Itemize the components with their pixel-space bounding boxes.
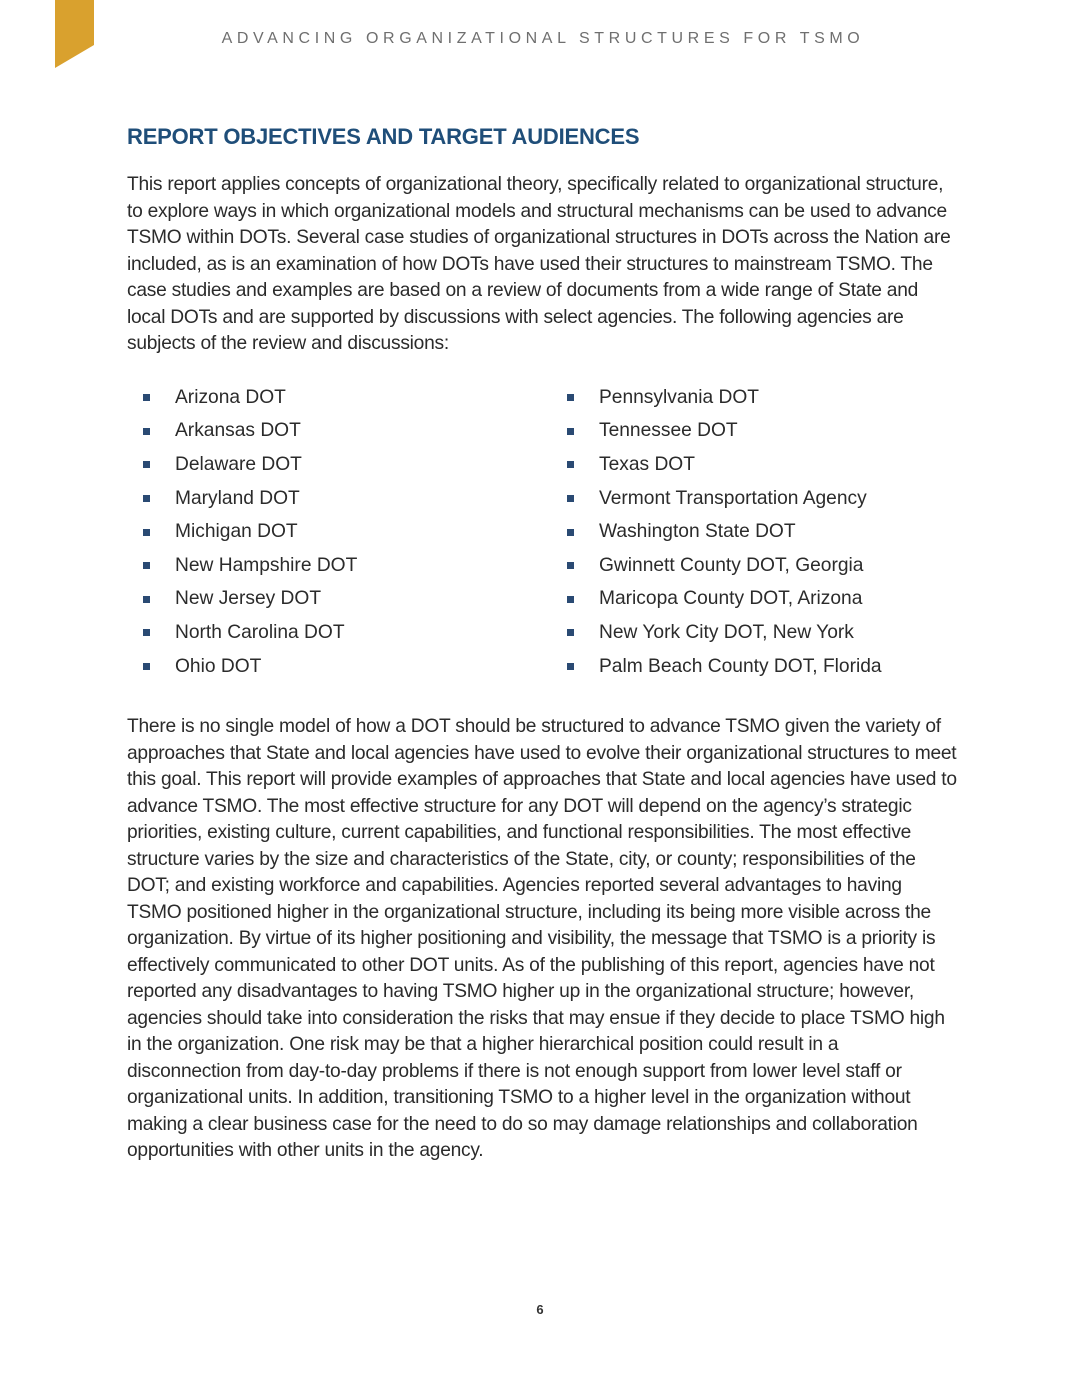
list-item: New Hampshire DOT: [142, 549, 357, 583]
list-item: Arizona DOT: [142, 381, 357, 415]
square-bullet-icon: [567, 461, 574, 468]
list-item: New York City DOT, New York: [566, 616, 882, 650]
running-header: ADVANCING ORGANIZATIONAL STRUCTURES FOR TSMO: [221, 30, 865, 47]
intro-paragraph: This report applies concepts of organizational theory, specifically related to organizational structure, to explore ways in which organizational models and structural mechanisms can be used to advance TSMO within DOTs. Several case studies of organizational structures in DOTs across the Nation are included, as is an examination of how DOTs have used their structures to mainstream TSMO. The case studies and examples are based on a review of documents from a wide range of State and local DOTs and are supported by discussions with select agencies. The following agencies are subjects of the review and discussions:: [127, 174, 951, 354]
agency-list-left: [142, 381, 357, 683]
list-item: Maricopa County DOT, Arizona: [566, 583, 882, 617]
square-bullet-icon: [143, 394, 150, 401]
list-item: Gwinnett County DOT, Georgia: [566, 549, 882, 583]
square-bullet-icon: [143, 428, 150, 435]
list-item: Maryland DOT: [142, 482, 357, 516]
list-item: Delaware DOT: [142, 448, 357, 482]
square-bullet-icon: [567, 629, 574, 636]
square-bullet-icon: [143, 529, 150, 536]
square-bullet-icon: [143, 663, 150, 670]
square-bullet-icon: [567, 562, 574, 569]
list-item: New Jersey DOT: [142, 583, 357, 617]
square-bullet-icon: [567, 529, 574, 536]
square-bullet-icon: [143, 461, 150, 468]
list-item: Pennsylvania DOT: [566, 381, 882, 415]
page-number: 6: [536, 1302, 544, 1317]
square-bullet-icon: [143, 495, 150, 502]
square-bullet-icon: [143, 596, 150, 603]
list-item: Texas DOT: [566, 448, 882, 482]
list-item: Tennessee DOT: [566, 415, 882, 449]
square-bullet-icon: [567, 394, 574, 401]
section-heading: REPORT OBJECTIVES AND TARGET AUDIENCES: [127, 124, 640, 149]
square-bullet-icon: [567, 428, 574, 435]
square-bullet-icon: [567, 596, 574, 603]
list-item: Ohio DOT: [142, 650, 357, 684]
square-bullet-icon: [567, 663, 574, 670]
list-item: Washington State DOT: [566, 515, 882, 549]
square-bullet-icon: [143, 562, 150, 569]
closing-paragraph: There is no single model of how a DOT should be structured to advance TSMO given the variety of approaches that State and local agencies have used to evolve their organizational structures to meet this goal. This report will provide examples of approaches that State and local agencies have used to advance TSMO. The most effective structure for any DOT will depend on the agency’s strategic priorities, existing culture, current capabilities, and functional responsibilities. The most effective structure varies by the size and characteristics of the State, city, or county; responsibilities of the DOT; and existing workforce and capabilities. Agencies reported several advantages to having TSMO positioned higher in the organizational structure, including its being more visible across the organization. By virtue of its higher positioning and visibility, the message that TSMO is a priority is effectively communicated to other DOT units. As of the publishing of this report, agencies have not reported any disadvantages to having TSMO higher up in the organizational structure; however, agencies should take into consideration the risks that may ensue if they decide to place TSMO high in the organization. One risk may be that a higher hierarchical position could result in a disconnection from day-to-day problems if there is not enough support from lower level staff or organizational units. In addition, transitioning TSMO to a higher level in the organization without making a clear business case for the need to do so may damage relationships and collaboration opportunities with other units in the agency.: [127, 716, 957, 1161]
list-item: Michigan DOT: [142, 515, 357, 549]
list-item: Vermont Transportation Agency: [566, 482, 882, 516]
square-bullet-icon: [143, 629, 150, 636]
list-item: North Carolina DOT: [142, 616, 357, 650]
list-item: Arkansas DOT: [142, 415, 357, 449]
agency-list-right: [566, 381, 882, 683]
square-bullet-icon: [567, 495, 574, 502]
list-item: Palm Beach County DOT, Florida: [566, 650, 882, 684]
